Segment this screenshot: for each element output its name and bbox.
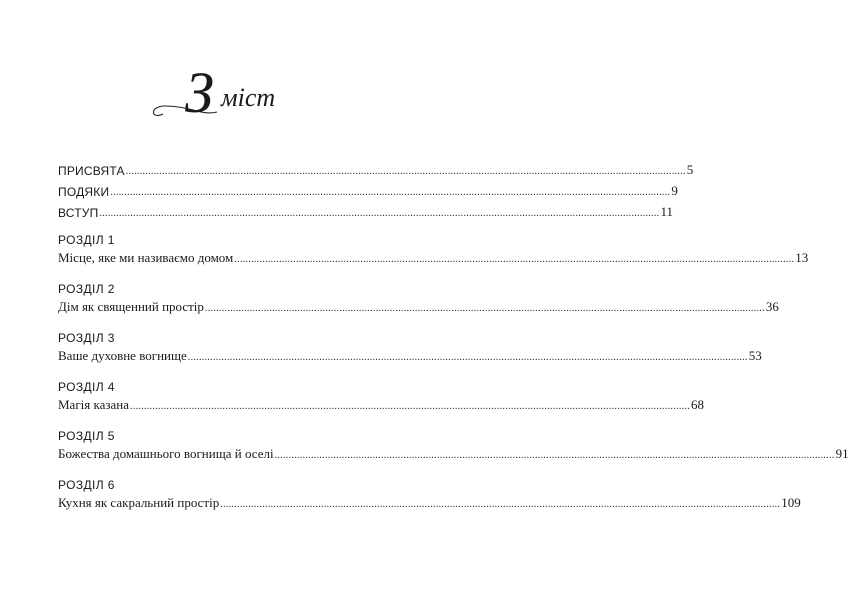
toc-page-number: 68: [691, 397, 705, 412]
toc-leader-dots: ........................................................................................................................................................................................................: [99, 208, 660, 219]
toc-entry-label: ВСТУП: [58, 206, 99, 220]
toc-entry: [58, 395, 705, 413]
toc-leader-dots: ........................................................................................................................................................................................................: [187, 352, 748, 363]
toc-leader-dots: ........................................................................................................................................................................................................: [204, 303, 765, 314]
title-graphic: [121, 56, 321, 136]
page-title: [0, 56, 442, 136]
toc-entry: [58, 493, 801, 511]
toc-entry: [58, 202, 673, 220]
toc-page-number: 9: [671, 183, 678, 198]
chapter-heading: РОЗДІЛ 2: [58, 282, 115, 296]
chapter-heading: РОЗДІЛ 4: [58, 380, 115, 394]
toc-entry: [58, 248, 809, 266]
toc-page-number: 13: [795, 250, 809, 265]
toc-entry-label: Дім як священний простір: [58, 299, 204, 314]
toc-page-number: 36: [765, 299, 779, 314]
toc-leader-dots: ........................................................................................................................................................................................................: [220, 499, 781, 510]
toc-leader-dots: ........................................................................................................................................................................................................: [234, 254, 795, 265]
toc-entry: [58, 297, 779, 315]
toc-leader-dots: ........................................................................................................................................................................................................: [274, 450, 835, 461]
toc-leader-dots: ........................................................................................................................................................................................................: [110, 187, 671, 198]
toc-page-number: 91: [835, 446, 849, 461]
toc-entry-label: ПОДЯКИ: [58, 185, 110, 199]
toc-page-number: 5: [686, 162, 694, 177]
toc-entry-label: Ваше духовне вогнище: [58, 348, 187, 363]
toc-entry: [58, 346, 762, 364]
toc-page-number: 109: [781, 495, 801, 510]
toc-entry-label: Місце, яке ми називаємо домом: [58, 250, 234, 265]
toc-leader-dots: ........................................................................................................................................................................................................: [130, 401, 691, 412]
toc-entry-label: Магія казана: [58, 397, 130, 412]
toc-entry: [58, 444, 849, 462]
toc-entry-label: Божества домашнього вогнища й оселі: [58, 446, 274, 461]
title-initial: З: [185, 60, 214, 125]
toc-leader-dots: ........................................................................................................................................................................................................: [125, 166, 686, 177]
toc-entry-label: Кухня як сакральний простір: [58, 495, 220, 510]
chapter-heading: РОЗДІЛ 3: [58, 331, 115, 345]
chapter-heading: РОЗДІЛ 6: [58, 478, 115, 492]
toc-entry-label: ПРИСВЯТА: [58, 164, 125, 178]
title-rest: міст: [221, 83, 276, 112]
chapter-heading: РОЗДІЛ 1: [58, 233, 115, 247]
chapter-heading: РОЗДІЛ 5: [58, 429, 115, 443]
toc-entry: [58, 160, 694, 178]
toc-page-number: 53: [748, 348, 762, 363]
toc-page-number: 11: [660, 204, 673, 219]
toc-entry: [58, 181, 678, 199]
